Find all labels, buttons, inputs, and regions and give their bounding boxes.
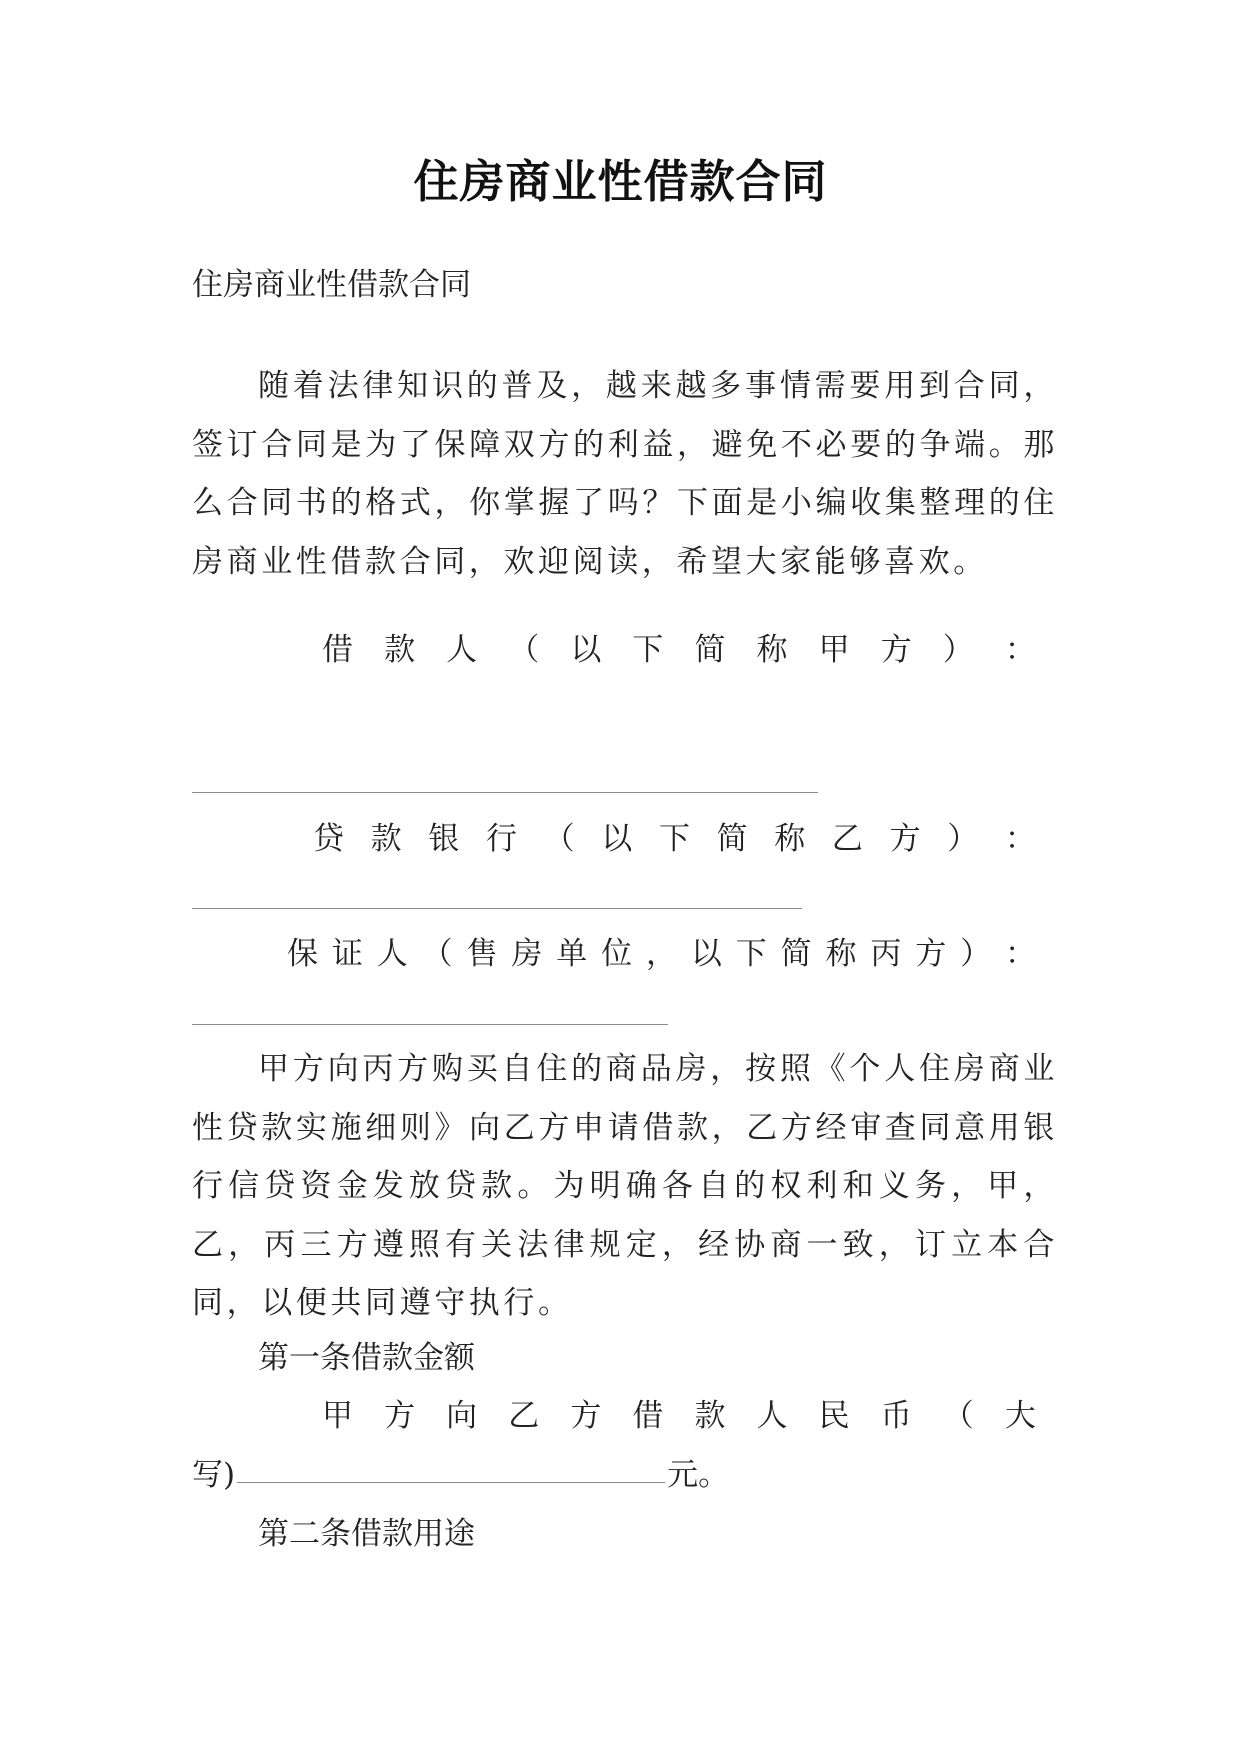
label-char: 称 xyxy=(825,936,857,972)
label-char: 方 xyxy=(889,821,921,857)
label-char: 丙 xyxy=(870,936,902,972)
label-char: 单 xyxy=(556,936,588,972)
party-c-label xyxy=(287,934,1036,974)
label-char: 大 xyxy=(1004,1398,1036,1434)
label-char: 方 xyxy=(384,1398,416,1434)
label-char: 下 xyxy=(735,936,767,972)
article-2-heading: 第二条借款用途 xyxy=(258,1516,475,1552)
label-char: 向 xyxy=(446,1398,478,1434)
label-char: 款 xyxy=(694,1398,726,1434)
label-char: 款 xyxy=(370,821,402,857)
label-char: 银 xyxy=(428,821,460,857)
label-char: 简 xyxy=(716,821,748,857)
label-char: ） xyxy=(960,936,992,972)
document-subtitle: 住房商业性借款合同 xyxy=(192,267,471,303)
label-char: 证 xyxy=(331,936,363,972)
label-char: 简 xyxy=(694,632,726,668)
label-char: 保 xyxy=(287,936,318,972)
label-char: 民 xyxy=(818,1398,850,1434)
label-char: ： xyxy=(1005,936,1036,972)
article-1-heading: 第一条借款金额 xyxy=(258,1340,475,1376)
label-char: 行 xyxy=(485,821,517,857)
label-char: 方 xyxy=(880,632,912,668)
label-char: 人 xyxy=(376,936,408,972)
label-char: 乙 xyxy=(508,1398,540,1434)
label-char: 简 xyxy=(780,936,812,972)
label-char: 下 xyxy=(632,632,664,668)
label-char: 房 xyxy=(511,936,543,972)
label-char: 贷 xyxy=(313,821,344,857)
amount-fill-line xyxy=(237,1480,665,1483)
label-char: 人 xyxy=(446,632,478,668)
label-char: 方 xyxy=(570,1398,602,1434)
label-char: 甲 xyxy=(818,632,850,668)
label-char: 方 xyxy=(915,936,947,972)
label-char: 售 xyxy=(466,936,498,972)
label-char: 乙 xyxy=(831,821,863,857)
label-char: 以 xyxy=(570,632,602,668)
label-char: （ xyxy=(543,821,575,857)
label-char: （ xyxy=(942,1398,974,1434)
label-char: 借 xyxy=(322,632,353,668)
label-char: 以 xyxy=(601,821,633,857)
party-b-fill-line xyxy=(192,908,802,909)
article-1-amount-line xyxy=(322,1396,1036,1436)
label-char: 款 xyxy=(384,632,416,668)
body-paragraph: 甲方向丙方购买自住的商品房，按照《个人住房商业性贷款实施细则》向乙方申请借款，乙方经审查同意用银行信贷资金发放贷款。为明确各自的权利和义务，甲，乙，丙三方遵照有关法律规定，经协商一致，订立本合同，以便共同遵守执行。 xyxy=(192,1051,1058,1321)
label-char: 人 xyxy=(756,1398,788,1434)
label-char: （ xyxy=(508,632,540,668)
label-char: 甲 xyxy=(322,1398,353,1434)
label-char: ： xyxy=(1004,821,1036,857)
intro-paragraph: 随着法律知识的普及，越来越多事情需要用到合同，签订合同是为了保障双方的利益，避免不必要的争端。那么合同书的格式，你掌握了吗？下面是小编收集整理的住房商业性借款合同，欢迎阅读，希望大家能够喜欢。 xyxy=(192,368,1058,580)
label-char: 下 xyxy=(658,821,690,857)
article-1-amount-line-2 xyxy=(192,1455,729,1495)
label-char: 币 xyxy=(880,1398,912,1434)
party-a-fill-line xyxy=(192,792,818,793)
label-char: 位 xyxy=(601,936,633,972)
label-char: 借 xyxy=(632,1398,664,1434)
party-a-label xyxy=(322,630,1036,670)
label-char: 以 xyxy=(690,936,722,972)
party-b-label xyxy=(313,819,1036,859)
article-1-amount-prefix: 写) xyxy=(192,1457,236,1493)
label-char: ： xyxy=(1004,632,1036,668)
document-title: 住房商业性借款合同 xyxy=(413,155,828,208)
label-char: ） xyxy=(942,632,974,668)
label-char: 称 xyxy=(756,632,788,668)
label-char: ， xyxy=(646,936,677,972)
label-char: ） xyxy=(947,821,979,857)
label-char: 称 xyxy=(774,821,806,857)
label-char: （ xyxy=(421,936,453,972)
article-1-amount-suffix: 元。 xyxy=(667,1457,730,1493)
party-c-fill-line xyxy=(192,1024,668,1025)
